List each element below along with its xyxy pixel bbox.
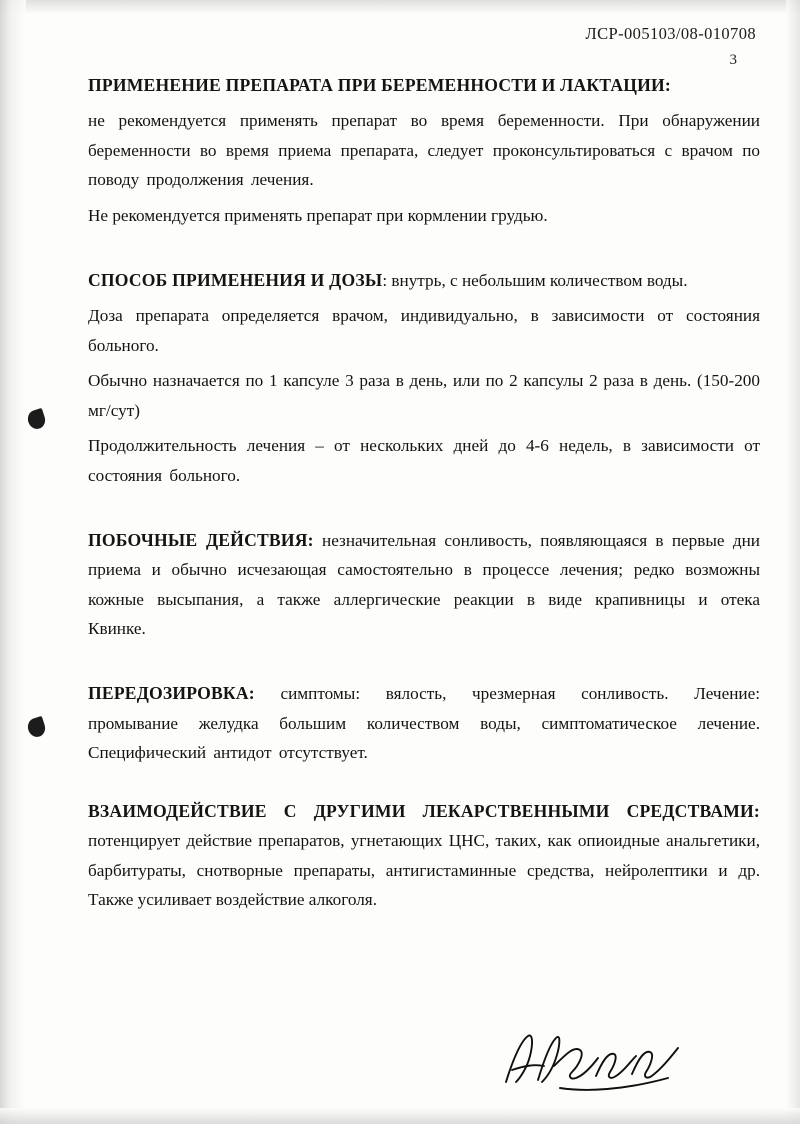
binder-punch-mark-icon [25,408,47,431]
scan-edge-top [0,0,800,14]
section-dosage [88,265,760,491]
document-body [88,70,760,933]
section-paragraph: Доза препарата определяется врачом, индивидуально, в зависимости от состояния больного. [88,306,760,355]
scan-edge-bottom [0,1108,800,1124]
signature-mark [500,1026,690,1096]
section-heading-line-interactions [88,796,760,915]
section-heading-line-overdose [88,678,760,768]
section-heading-interactions: ВЗАИМОДЕЙСТВИЕ С ДРУГИМИ ЛЕКАРСТВЕННЫМИ СРЕДСТВАМИ: [88,800,760,821]
section-side-effects [88,525,760,644]
section-heading-tail-dosage: : внутрь, с небольшим количеством воды. [382,270,688,290]
section-paragraph: не рекомендуется применять препарат во время беременности. При обнаружении беременности во время приема препарата, следует проконсультироваться с врачом по поводу продолжения лечения. [88,111,760,190]
section-heading-pregnancy: ПРИМЕНЕНИЕ ПРЕПАРАТА ПРИ БЕРЕМЕННОСТИ И ЛАКТАЦИИ: [88,75,671,95]
section-paragraph: Продолжительность лечения – от нескольких дней до 4-6 недель, в зависимости от состояния больного. [88,436,760,486]
section-paragraph: Обычно назначается по 1 капсуле 3 раза в день, или по 2 капсулы 2 раза в день. (150-200 мг/сут) [88,371,760,420]
section-pregnancy [88,70,760,231]
spacer [88,249,760,265]
page-number: 3 [729,52,737,68]
section-heading-tail-overdose: симптомы: вялость, чрезмерная сонливость. Лечение: промывание желудка большим количеством воды, симптоматическое лечение. Специфический антидот отсутствует. [88,683,760,763]
section-heading-side-effects: ПОБОЧНЫЕ ДЕЙСТВИЯ: [88,529,314,550]
section-interactions [88,796,760,915]
section-heading-tail-side-effects: незначительная сонливость, появляющаяся в первые дни приема и обычно исчезающая самостоятельно в процессе лечения; редко возможны кожные высыпания, а также аллергические реакции в виде крапивницы и отека Квинке. [88,530,761,639]
section-heading-overdose: ПЕРЕДОЗИРОВКА: [88,682,255,703]
section-heading-dosage: СПОСОБ ПРИМЕНЕНИЯ И ДОЗЫ [88,269,383,290]
scan-edge-right [786,0,800,1124]
section-heading-line-dosage [88,265,760,296]
scan-edge-left [0,0,26,1124]
binder-punch-mark-icon [25,716,47,739]
section-overdose [88,678,760,768]
section-paragraph: Не рекомендуется применять препарат при кормлении грудью. [88,205,548,225]
section-heading-tail-interactions: потенцирует действие препаратов, угнетающих ЦНС, таких, как опиоидные анальгетики, барбитураты, снотворные препараты, антигистаминные средства, нейролептики и др. Также усиливает воздействие алкоголя. [88,831,760,910]
section-heading-line-side-effects [88,525,760,644]
spacer [88,509,760,525]
spacer [88,786,760,796]
document-registration-code: ЛСР-005103/08-010708 [585,24,756,43]
spacer [88,662,760,678]
